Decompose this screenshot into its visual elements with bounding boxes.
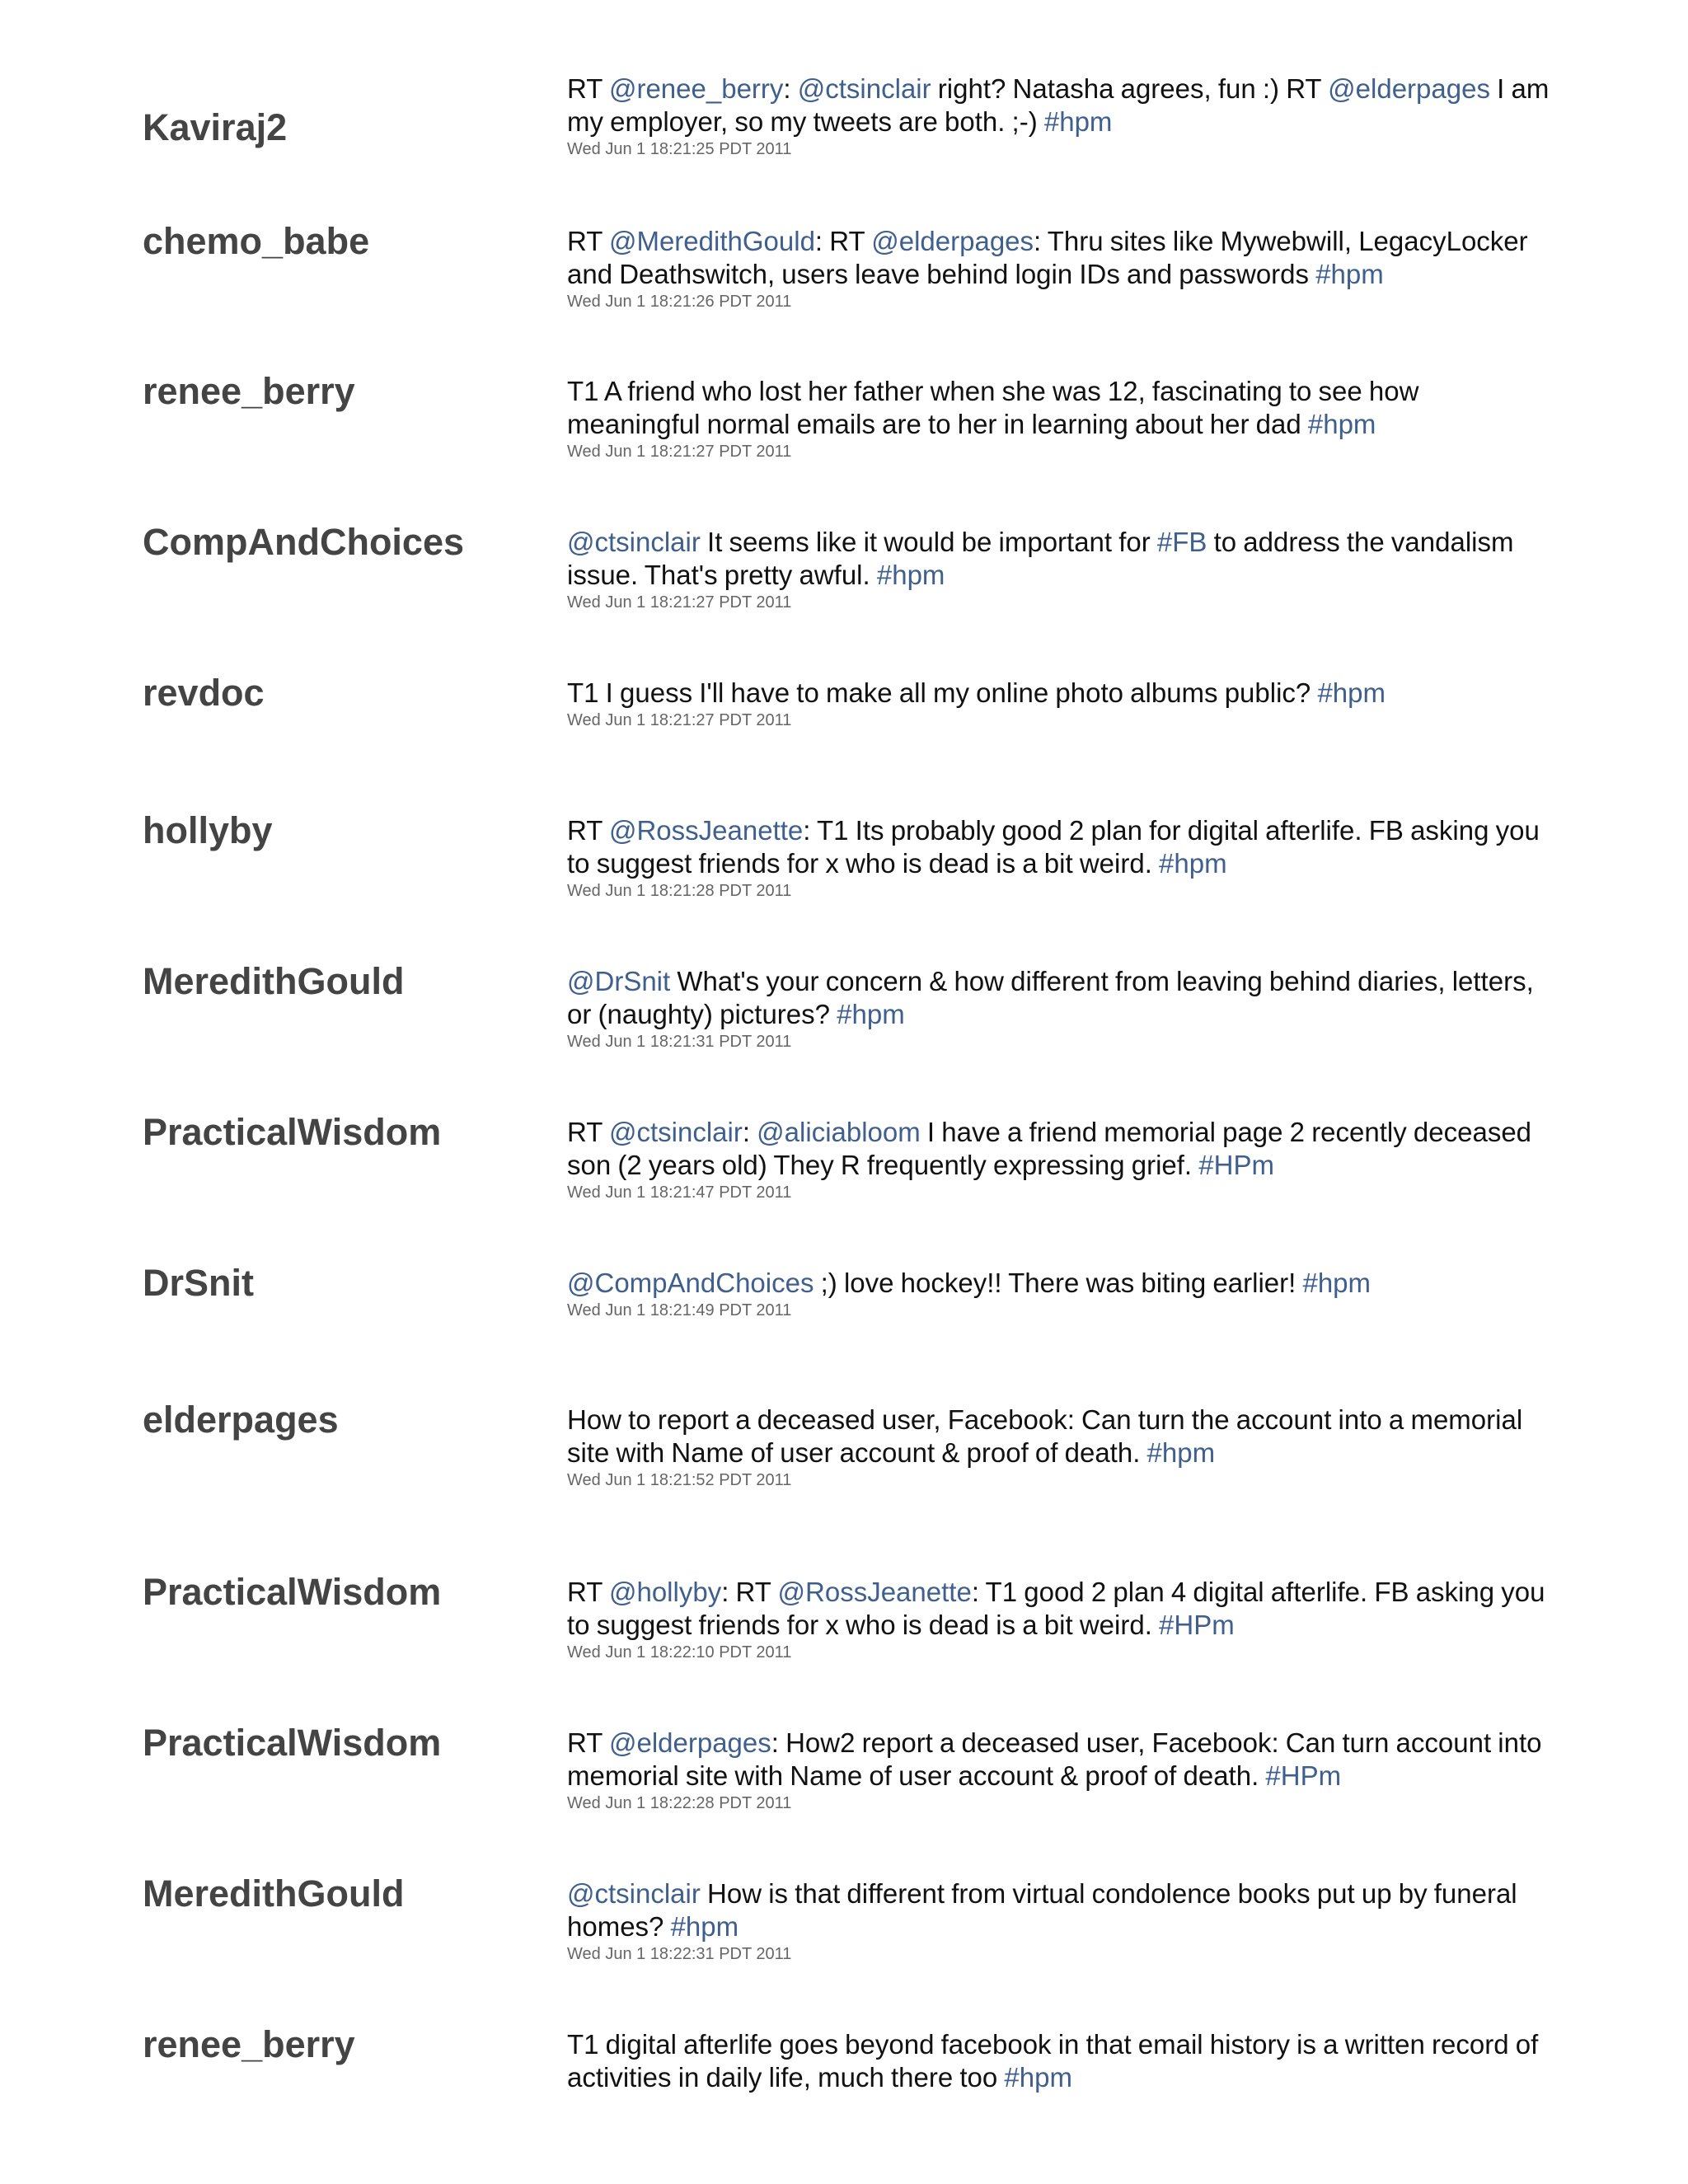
tweet-timestamp: Wed Jun 1 18:22:31 PDT 2011 xyxy=(567,1945,792,1963)
tweet-text-segment: RT xyxy=(567,226,609,256)
hashtag-link[interactable]: #HPm xyxy=(1198,1150,1274,1180)
tweet-content xyxy=(567,965,1556,1052)
hashtag-link[interactable]: #hpm xyxy=(837,999,905,1029)
mention-link[interactable]: @elderpages xyxy=(608,1727,771,1758)
tweet-text-segment: I am my employer, so my tweets are both. ;-) xyxy=(567,73,1550,137)
tweet-text xyxy=(567,1727,1556,1793)
tweet-content xyxy=(567,814,1556,901)
tweet-text xyxy=(567,225,1556,291)
tweet-username[interactable]: DrSnit xyxy=(143,1262,254,1304)
tweet-content xyxy=(567,1877,1556,1964)
mention-link[interactable]: @MeredithGould xyxy=(608,226,815,256)
tweet-text-segment: How to report a deceased user, Facebook: Can turn the account into a memorial site with Name of user account & proof of death. xyxy=(567,1404,1523,1468)
tweet-timestamp: Wed Jun 1 18:21:52 PDT 2011 xyxy=(567,1471,792,1489)
mention-link[interactable]: @CompAndChoices xyxy=(567,1268,814,1298)
tweet-username[interactable]: PracticalWisdom xyxy=(143,1722,442,1764)
tweet-username[interactable]: renee_berry xyxy=(143,2023,355,2065)
mention-link[interactable]: @ctsinclair xyxy=(608,1117,743,1147)
tweet-username[interactable]: PracticalWisdom xyxy=(143,1571,442,1613)
tweet-text-segment: I have a friend memorial page 2 recently deceased son (2 years old) They R frequently expressing grief. xyxy=(567,1117,1532,1180)
hashtag-link[interactable]: #hpm xyxy=(876,560,945,590)
tweet-content xyxy=(567,1727,1556,1813)
mention-link[interactable]: @RossJeanette xyxy=(777,1577,972,1607)
tweet-text xyxy=(567,526,1556,592)
hashtag-link[interactable]: #hpm xyxy=(670,1911,739,1942)
tweet-username[interactable]: CompAndChoices xyxy=(143,521,465,563)
tweet-text xyxy=(567,73,1556,138)
hashtag-link[interactable]: #hpm xyxy=(1317,677,1386,708)
tweet-text xyxy=(567,1267,1556,1300)
tweet-text-segment: : xyxy=(783,73,798,104)
tweet-content xyxy=(567,1116,1556,1202)
tweet-timestamp: Wed Jun 1 18:21:47 PDT 2011 xyxy=(567,1183,792,1202)
tweet-text-segment: RT xyxy=(567,1577,609,1607)
tweet-timestamp: Wed Jun 1 18:22:28 PDT 2011 xyxy=(567,1794,792,1812)
mention-link[interactable]: @hollyby xyxy=(608,1577,722,1607)
hashtag-link[interactable]: #HPm xyxy=(1265,1760,1342,1791)
mention-link[interactable]: @elderpages xyxy=(871,226,1034,256)
tweet-text-segment: : T1 good 2 plan 4 digital afterlife. FB asking you to suggest friends for x who is dead is a bit weird. xyxy=(567,1577,1545,1640)
tweet-text xyxy=(567,375,1556,441)
tweet-text-segment: right? Natasha agrees, fun :) RT xyxy=(931,73,1329,104)
tweet-text-segment: : RT xyxy=(721,1577,778,1607)
tweet-text-segment: RT xyxy=(567,1727,609,1758)
tweet-timestamp: Wed Jun 1 18:21:27 PDT 2011 xyxy=(567,711,792,729)
tweet-timestamp: Wed Jun 1 18:21:27 PDT 2011 xyxy=(567,443,792,461)
tweet-text-segment: RT xyxy=(567,815,609,846)
tweet-username[interactable]: hollyby xyxy=(143,809,273,851)
tweet-content xyxy=(567,1267,1556,1320)
tweet-text xyxy=(567,677,1556,710)
tweet-text-segment: What's your concern & how different from leaving behind diaries, letters, or (naughty) pictures? xyxy=(567,966,1534,1029)
tweet-text xyxy=(567,2028,1556,2094)
tweet-content xyxy=(567,677,1556,730)
tweet-username[interactable]: chemo_babe xyxy=(143,220,370,262)
mention-link[interactable]: @RossJeanette xyxy=(608,815,804,846)
tweet-username[interactable]: MeredithGould xyxy=(143,1872,405,1915)
hashtag-link[interactable]: #hpm xyxy=(1307,409,1376,439)
tweet-text-segment: to address the vandalism issue. That's pretty awful. xyxy=(567,527,1514,590)
tweet-timestamp: Wed Jun 1 18:22:10 PDT 2011 xyxy=(567,1643,792,1661)
hashtag-link[interactable]: #hpm xyxy=(1302,1268,1372,1298)
tweet-text-segment: T1 digital afterlife goes beyond facebook in that email history is a written record of activities in daily life, much there too xyxy=(567,2029,1539,2093)
tweet-text-segment: : RT xyxy=(814,226,872,256)
tweet-text-segment: : T1 Its probably good 2 plan for digital afterlife. FB asking you to suggest friends for x who is dead is a bit weird. xyxy=(567,815,1540,879)
tweet-timestamp: Wed Jun 1 18:21:49 PDT 2011 xyxy=(567,1301,792,1319)
tweet-text xyxy=(567,965,1556,1031)
tweet-timestamp: Wed Jun 1 18:21:28 PDT 2011 xyxy=(567,882,792,900)
tweet-text xyxy=(567,814,1556,880)
tweet-text xyxy=(567,1116,1556,1182)
tweet-text-segment: T1 A friend who lost her father when she was 12, fascinating to see how meaningful normal emails are to her in learning about her dad xyxy=(567,376,1419,439)
mention-link[interactable]: @DrSnit xyxy=(567,966,671,996)
hashtag-link[interactable]: #hpm xyxy=(1043,106,1113,137)
tweet-content xyxy=(567,1404,1556,1490)
mention-link[interactable]: @aliciabloom xyxy=(757,1117,921,1147)
tweet-timestamp: Wed Jun 1 18:21:26 PDT 2011 xyxy=(567,293,792,311)
hashtag-link[interactable]: #HPm xyxy=(1159,1610,1235,1640)
tweet-text-segment: RT xyxy=(567,73,609,104)
tweet-username[interactable]: Kaviraj2 xyxy=(143,106,288,148)
tweet-username[interactable]: revdoc xyxy=(143,672,265,714)
mention-link[interactable]: @ctsinclair xyxy=(567,527,701,557)
hashtag-link[interactable]: #FB xyxy=(1156,527,1207,557)
mention-link[interactable]: @elderpages xyxy=(1328,73,1490,104)
tweet-text xyxy=(567,1877,1556,1943)
tweet-username[interactable]: elderpages xyxy=(143,1399,339,1441)
tweet-text xyxy=(567,1576,1556,1642)
tweet-timestamp: Wed Jun 1 18:21:27 PDT 2011 xyxy=(567,593,792,612)
tweet-text-segment: ;) love hockey!! There was biting earlier! xyxy=(814,1268,1303,1298)
tweet-content xyxy=(567,73,1556,159)
tweet-content xyxy=(567,526,1556,612)
tweet-username[interactable]: PracticalWisdom xyxy=(143,1111,442,1153)
tweet-content xyxy=(567,225,1556,312)
tweet-username[interactable]: MeredithGould xyxy=(143,960,405,1002)
mention-link[interactable]: @ctsinclair xyxy=(567,1878,701,1909)
tweet-timestamp: Wed Jun 1 18:21:31 PDT 2011 xyxy=(567,1033,792,1051)
tweet-text xyxy=(567,1404,1556,1469)
tweet-text-segment: : Thru sites like Mywebwill, LegacyLocker and Deathswitch, users leave behind login IDs and passwords xyxy=(567,226,1528,289)
mention-link[interactable]: @renee_berry xyxy=(608,73,784,104)
hashtag-link[interactable]: #hpm xyxy=(1159,848,1227,879)
hashtag-link[interactable]: #hpm xyxy=(1315,259,1384,289)
tweet-text-segment: How is that different from virtual condolence books put up by funeral homes? xyxy=(567,1878,1517,1942)
tweet-username[interactable]: renee_berry xyxy=(143,370,355,412)
tweet-timestamp: Wed Jun 1 18:21:25 PDT 2011 xyxy=(567,140,792,158)
hashtag-link[interactable]: #hpm xyxy=(1146,1437,1216,1468)
tweet-content xyxy=(567,1576,1556,1662)
tweet-text-segment: : How2 report a deceased user, Facebook: Can turn account into memorial site with Name of user account & proof of death. xyxy=(567,1727,1542,1791)
tweet-content xyxy=(567,375,1556,462)
tweet-text-segment: : xyxy=(742,1117,757,1147)
mention-link[interactable]: @ctsinclair xyxy=(797,73,931,104)
tweet-text-segment: RT xyxy=(567,1117,609,1147)
tweet-text-segment: T1 I guess I'll have to make all my online photo albums public? xyxy=(567,677,1318,708)
hashtag-link[interactable]: #hpm xyxy=(1004,2062,1072,2093)
tweet-text-segment: It seems like it would be important for xyxy=(700,527,1157,557)
tweet-content xyxy=(567,2028,1556,2094)
